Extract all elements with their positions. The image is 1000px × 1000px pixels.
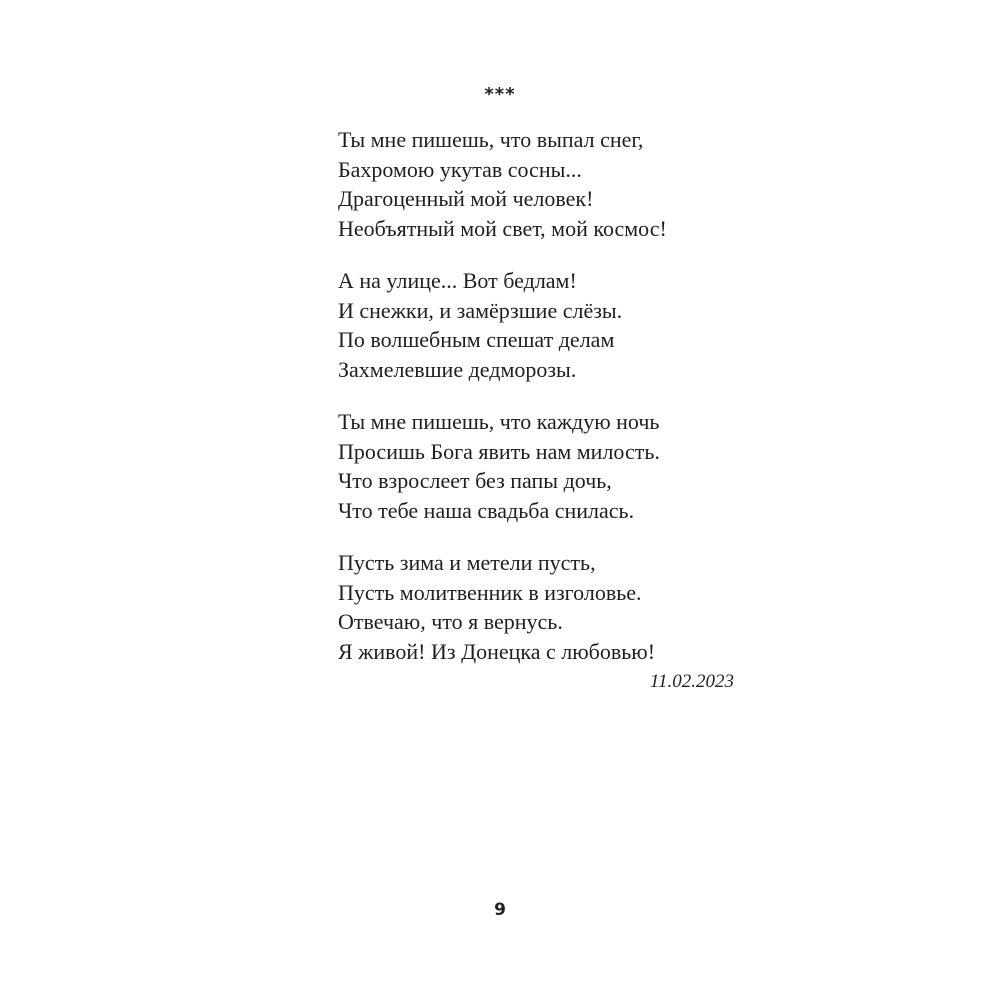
page-number: 9: [494, 900, 506, 920]
poem: [338, 125, 758, 689]
stanza-3: [338, 407, 758, 525]
poem-line: Ты мне пишешь, что выпал снег,: [338, 127, 644, 152]
poem-line: По волшебным спешат делам: [338, 327, 615, 352]
stanza-2: [338, 266, 758, 384]
poem-line: Захмелевшие дедморозы.: [338, 356, 577, 382]
stanza-1: [338, 125, 758, 243]
poem-line: Драгоценный мой человек!: [338, 186, 594, 211]
poem-line: Ты мне пишешь, что каждую ночь: [338, 409, 660, 434]
poem-line: Я живой! Из Донецка с любовью!: [338, 638, 656, 664]
poem-line: А на улице... Вот бедлам!: [338, 268, 577, 293]
poem-line: Необъятный мой свет, мой космос!: [338, 215, 667, 241]
poem-line: Что тебе наша свадьба снилась.: [338, 497, 635, 523]
poem-line: Пусть молитвенник в изголовье.: [338, 579, 642, 605]
section-divider: ***: [484, 84, 516, 105]
poem-line: Просишь Бога явить нам милость.: [338, 438, 660, 464]
stanza-4: [338, 548, 758, 666]
poem-line: Бахромою укутав сосны...: [338, 156, 582, 182]
poem-date: 11.02.2023: [649, 671, 734, 692]
poem-line: И снежки, и замёрзшие слёзы.: [338, 297, 623, 323]
poem-line: Отвечаю, что я вернусь.: [338, 609, 563, 634]
poem-line: Что взрослеет без папы дочь,: [338, 468, 612, 493]
poem-line: Пусть зима и метели пусть,: [338, 550, 596, 575]
